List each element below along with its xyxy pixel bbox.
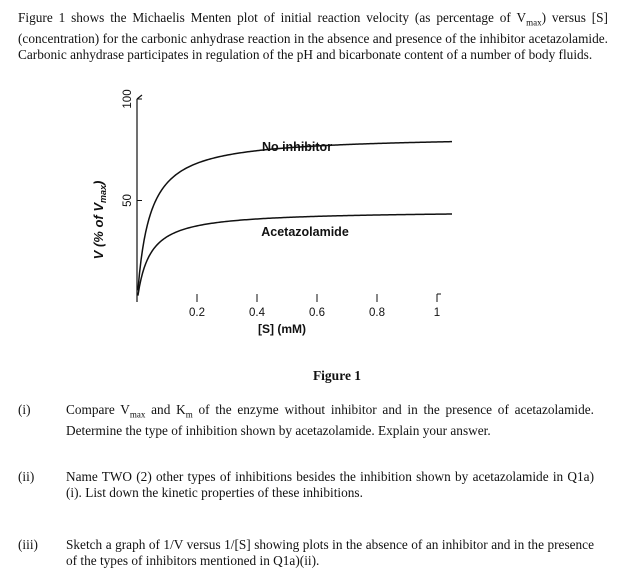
question-text: Sketch a graph of 1/V versus 1/[S] showing plots in the absence of an inhibitor and in the presence of the types of inhibitors mentioned in Q1a)(ii). [66,537,594,569]
y-tick-label: 50 [122,194,134,207]
intro-line1: Figure 1 shows the Michaelis Menten plot of initial reaction velocity (as percentage of V [18,10,527,25]
y-axis-label: V (% of $V_{max}$) [91,180,108,260]
question-number: (iii) [18,537,38,552]
question-number: (ii) [18,469,35,484]
chart-axes [137,95,441,302]
question-text [66,402,594,439]
y-axis-top-flare [137,95,142,99]
x-tick-label: 0.4 [249,307,265,319]
question-text-part: of the enzyme without inhibitor and in the presence of acetazolamide. Determine the type of inhibition shown by acetazolamide. Explain your answer. [66,402,594,438]
y-tick-label: 100 [122,89,134,109]
question-number: (i) [18,402,31,417]
series-label: Acetazolamide [261,225,349,239]
chart-labels [91,89,440,336]
vmax-subscript: max [129,409,146,420]
chart-curves [138,142,452,296]
question-text-part: and K [145,402,186,417]
x-tick-label: 0.2 [189,307,205,319]
question-text: Name TWO (2) other types of inhibitions besides the inhibition shown by acetazolamide in Q1a)(i). List down the kinetic properties of these inhibitions. [66,469,594,501]
series-label: No inhibitor [261,140,333,154]
figure-caption: Figure 1 [312,368,362,383]
x-tick-label: 1 [433,307,441,319]
x-axis-label: [S] (mM) [258,322,306,336]
question-text-part: Compare V [66,402,130,417]
vmax-subscript: max [526,17,542,28]
x-tick-label: 0.6 [309,307,325,319]
intro-line1-close: ) [541,10,547,25]
series-curve-no-inhibitor [138,142,452,291]
km-subscript: m [185,409,193,420]
x-tick-label: 0.8 [369,307,385,319]
intro-rest: versus [S] (concentration) for the carbonic anhydrase reaction in the absence and presence of the inhibitor acetazolamide. Carbonic anhydrase participates in regulation of the pH and bicarbonate content of a number of body fluids. [18,10,608,63]
